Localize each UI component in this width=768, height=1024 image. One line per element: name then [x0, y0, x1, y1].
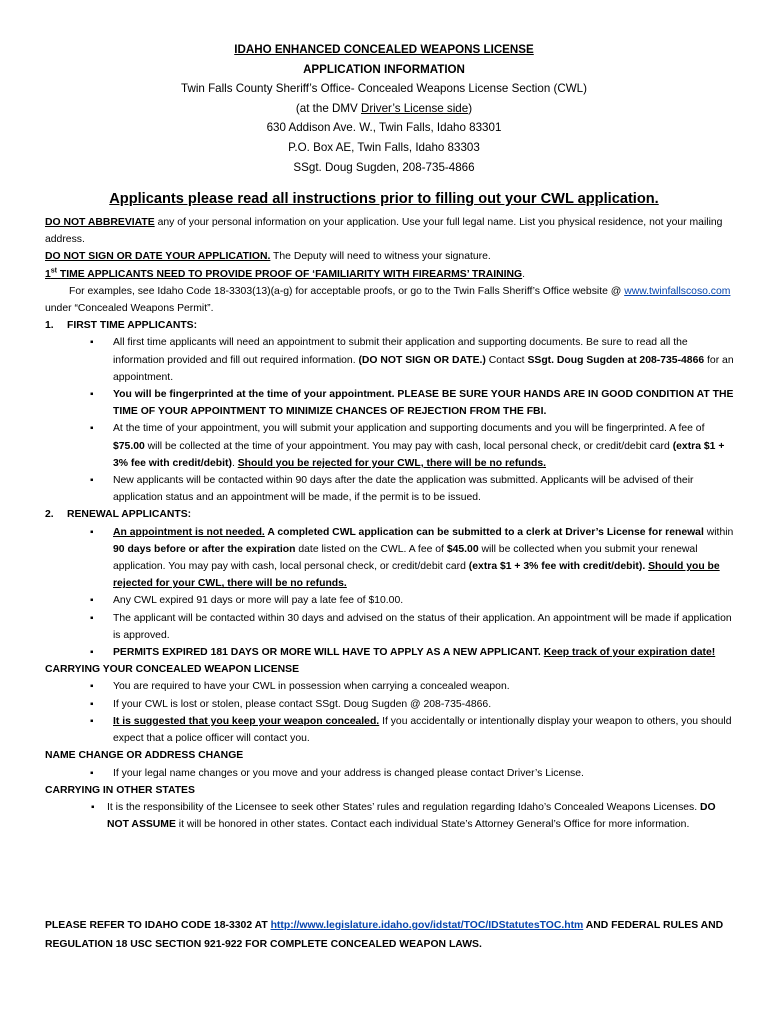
text: will be collected at the time of your appointment. You may pay with cash, local personal check, or credit/debit card: [144, 440, 673, 452]
list-item: [45, 799, 735, 833]
text: At the time of your appointment, you will submit your application and supporting documents and you will be fingerprinted. A fee of: [113, 423, 705, 435]
other-states-list: [45, 799, 735, 833]
text: All first time applicants will need an appointment to submit their application and supporting documents. Be sure to read all the information provided and fill out required information.: [113, 337, 688, 366]
no-sign-label: DO NOT SIGN OR DATE YOUR APPLICATION.: [45, 251, 271, 263]
text: it will be honored in other states. Contact each individual State’s Attorney General’s Office for more information.: [175, 819, 690, 831]
examples-paragraph: [45, 283, 735, 317]
no-sign-text: The Deputy will need to witness your signature.: [270, 251, 491, 263]
list-item: [45, 334, 735, 386]
header-contact: SSgt. Doug Sugden, 208-735-4866: [293, 160, 475, 174]
examples-suffix: under “Concealed Weapons Permit”.: [45, 303, 214, 315]
header-subtitle: APPLICATION INFORMATION: [303, 62, 465, 76]
list-item: ▪ You are required to have your CWL in possession when carrying a concealed weapon.: [45, 678, 735, 695]
first-time-num: 1: [45, 268, 51, 280]
text: Should you be rejected for your CWL, there will be no refunds.: [113, 561, 720, 590]
text: (extra $1 + 3% fee with credit/debit): [113, 440, 725, 469]
first-time-text: TIME APPLICANTS NEED TO PROVIDE PROOF OF ‘FAMILIARITY WITH FIREARMS’ TRAINING: [57, 268, 523, 280]
renewal-list: [45, 524, 735, 662]
no-abbreviate-text: any of your personal information on your application. Use your full legal name. List you physical residence, not your mailing address.: [45, 217, 723, 246]
section-number: 2.: [45, 509, 54, 521]
name-change-heading: NAME CHANGE OR ADDRESS CHANGE: [45, 750, 244, 762]
text: An appointment is not needed.: [113, 526, 265, 538]
text: Keep track of your expiration date!: [543, 647, 716, 659]
other-states-heading: CARRYING IN OTHER STATES: [45, 784, 195, 796]
text: will be collected when you submit your renewal application. You may pay with cash, local personal check, or credit/debit card: [113, 543, 698, 573]
list-item: ▪ New applicants will be contacted within 90 days after the date the application was submitted. Applicants will be advised of their application status and an appointment will be made, if the permit is to be issued.: [45, 472, 735, 506]
list-item: [45, 644, 735, 661]
website-link[interactable]: www.twinfallscoso.com: [624, 285, 731, 297]
text: for an appointment.: [113, 354, 734, 383]
text: (extra $1 + 3% fee with credit/debit).: [468, 561, 646, 573]
legislature-link[interactable]: http://www.legislature.idaho.gov/idstat/TOC/IDStatutesTOC.htm: [270, 920, 584, 931]
list-item: ▪ The applicant will be contacted within 30 days and advised on the status of their application. An appointment will be made if application is approved.: [45, 610, 735, 644]
header-office: Twin Falls County Sheriff’s Office- Concealed Weapons License Section (CWL): [181, 82, 587, 96]
document-header: [0, 40, 768, 177]
section-title: RENEWAL APPLICANTS:: [67, 509, 192, 521]
document-body: [45, 214, 735, 833]
list-item: ▪ Any CWL expired 91 days or more will pay a late fee of $10.00.: [45, 592, 735, 609]
list-item: ▪ If your CWL is lost or stolen, please contact SSgt. Doug Sugden @ 208-735-4866.: [45, 696, 735, 713]
text: date listed on the CWL. A fee of: [295, 543, 447, 555]
first-time-sup: st: [50, 267, 58, 275]
header-location-underlined: Driver’s License side: [361, 101, 469, 115]
footer-notice: [45, 916, 735, 954]
header-location-prefix: (at the DMV: [295, 101, 361, 115]
text: It is suggested that you keep your weapon concealed.: [113, 715, 380, 727]
name-change-list: [45, 765, 735, 782]
carrying-list: [45, 678, 735, 747]
list-item: [45, 420, 735, 472]
list-item: [45, 524, 735, 593]
text: DO NOT ASSUME: [107, 801, 716, 831]
footer-suffix: AND FEDERAL RULES AND REGULATION 18 USC SECTION 921-922 FOR COMPLETE CONCEALED WEAPON LAWS.: [45, 920, 724, 950]
text: (DO NOT SIGN OR DATE.): [358, 354, 486, 366]
text: .: [231, 457, 238, 469]
text: Contact: [485, 354, 528, 366]
no-sign-paragraph: [45, 248, 735, 265]
text: $45.00: [446, 543, 479, 555]
text: PERMITS EXPIRED 181 DAYS OR MORE WILL HAVE TO APPLY AS A NEW APPLICANT.: [113, 647, 541, 659]
carrying-heading: CARRYING YOUR CONCEALED WEAPON LICENSE: [45, 664, 300, 676]
examples-text: For examples, see Idaho Code 18-3303(13)(a-g) for acceptable proofs, or go to the Twin Falls Sheriff’s Office website @: [69, 285, 625, 297]
footer-prefix: PLEASE REFER TO IDAHO CODE 18-3302 AT: [45, 920, 271, 931]
text: SSgt. Doug Sugden at 208-735-4866: [527, 354, 705, 366]
header-title: IDAHO ENHANCED CONCEALED WEAPONS LICENSE: [234, 43, 534, 56]
header-location-suffix: ): [468, 101, 473, 115]
header-po-box: P.O. Box AE, Twin Falls, Idaho 83303: [288, 140, 480, 154]
first-time-proof-paragraph: [45, 266, 735, 283]
text: If you accidentally or intentionally display your weapon to others, you should expect that a police officer will contact you.: [113, 715, 732, 745]
text: within: [703, 526, 734, 538]
no-abbreviate-label: DO NOT ABBREVIATE: [45, 217, 155, 228]
section-renewal-heading: [45, 506, 735, 523]
text: It is the responsibility of the Licensee to seek other States’ rules and regulation regarding Idaho’s Concealed Weapons Licenses.: [107, 801, 701, 813]
list-item: [45, 713, 735, 747]
first-time-list: [45, 334, 735, 506]
header-location: [0, 99, 768, 119]
section-number: 1.: [45, 320, 54, 332]
section-first-time-heading: [45, 317, 735, 334]
text: $75.00: [113, 440, 145, 452]
list-item: ▪ If your legal name changes or you move and your address is changed please contact Driver’s License.: [45, 765, 735, 782]
instructions-headline: Applicants please read all instructions prior to filling out your CWL application.: [109, 191, 659, 207]
header-street-address: 630 Addison Ave. W., Twin Falls, Idaho 83301: [266, 121, 502, 135]
first-time-period: .: [522, 268, 525, 280]
text: 90 days before or after the expiration: [113, 543, 296, 555]
no-abbreviate-paragraph: [45, 214, 735, 248]
text: A completed CWL application can be submitted to a clerk at Driver’s License for renewal: [264, 526, 704, 538]
list-item: ▪ You will be fingerprinted at the time of your appointment. PLEASE BE SURE YOUR HANDS ARE IN GOOD CONDITION AT THE TIME OF YOUR APPOINTMENT TO MINIMIZE CHANCES OF REJECTION FROM THE FBI.: [45, 386, 735, 420]
text: Should you be rejected for your CWL, there will be no refunds.: [237, 457, 547, 469]
section-title: FIRST TIME APPLICANTS:: [67, 320, 198, 332]
